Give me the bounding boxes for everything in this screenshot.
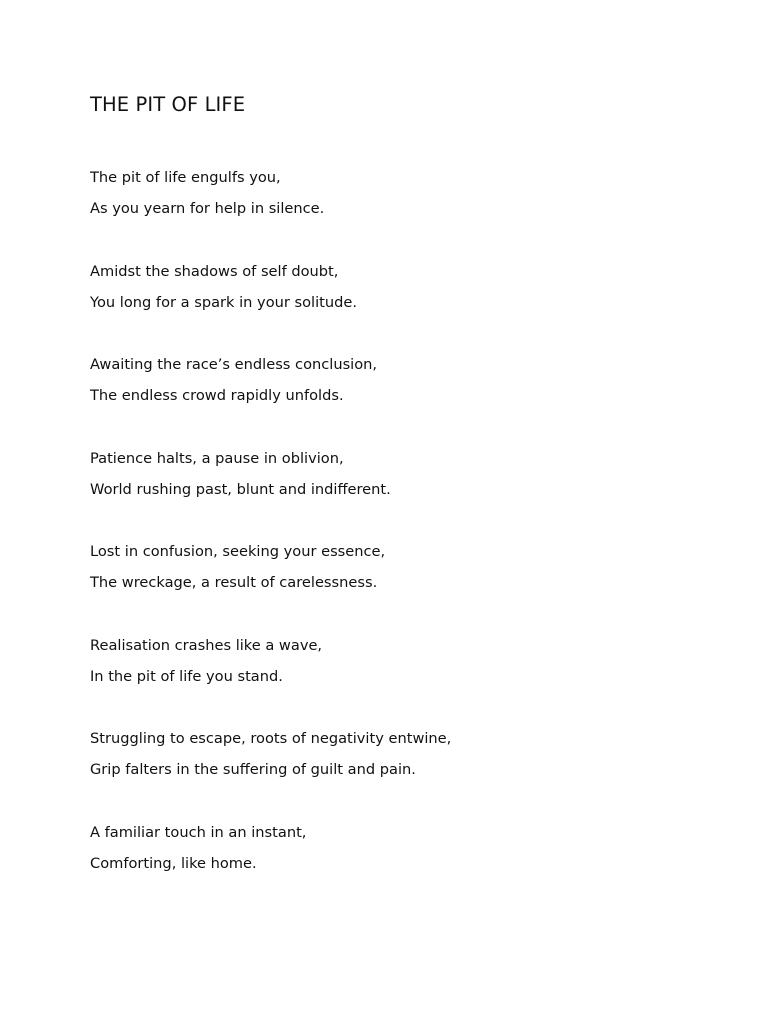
stanza [90,728,710,822]
stanza [90,541,710,635]
poem-line: Struggling to escape, roots of negativity entwine, [90,730,452,747]
stanza [90,635,710,729]
poem-line: Awaiting the race’s endless conclusion, [90,356,378,373]
poem-line: The wreckage, a result of carelessness. [90,574,378,592]
poem-line: In the pit of life you stand. [90,667,283,685]
stanza [90,261,710,355]
poem-line: You long for a spark in your solitude. [90,293,358,311]
stanza [90,354,710,448]
poem-line: The endless crowd rapidly unfolds. [90,387,344,405]
stanza [90,448,710,542]
poem-line: The pit of life engulfs you, [90,169,281,186]
stanza [90,167,710,261]
poem-line: Patience halts, a pause in oblivion, [90,449,344,467]
stanza [90,822,710,916]
poem-line: Lost in confusion, seeking your essence, [90,543,386,560]
poem-line: Realisation crashes like a wave, [90,636,323,654]
poem-title: THE PIT OF LIFE [90,93,246,116]
poem-line: Amidst the shadows of self doubt, [90,262,339,280]
poem-line: As you yearn for help in silence. [90,200,325,218]
poem-line: World rushing past, blunt and indifferent. [90,480,391,498]
poem-line: A familiar touch in an instant, [90,823,307,841]
poem-body [90,167,710,915]
poem-line: Comforting, like home. [90,854,257,872]
poem-line: Grip falters in the suffering of guilt and pain. [90,761,416,779]
